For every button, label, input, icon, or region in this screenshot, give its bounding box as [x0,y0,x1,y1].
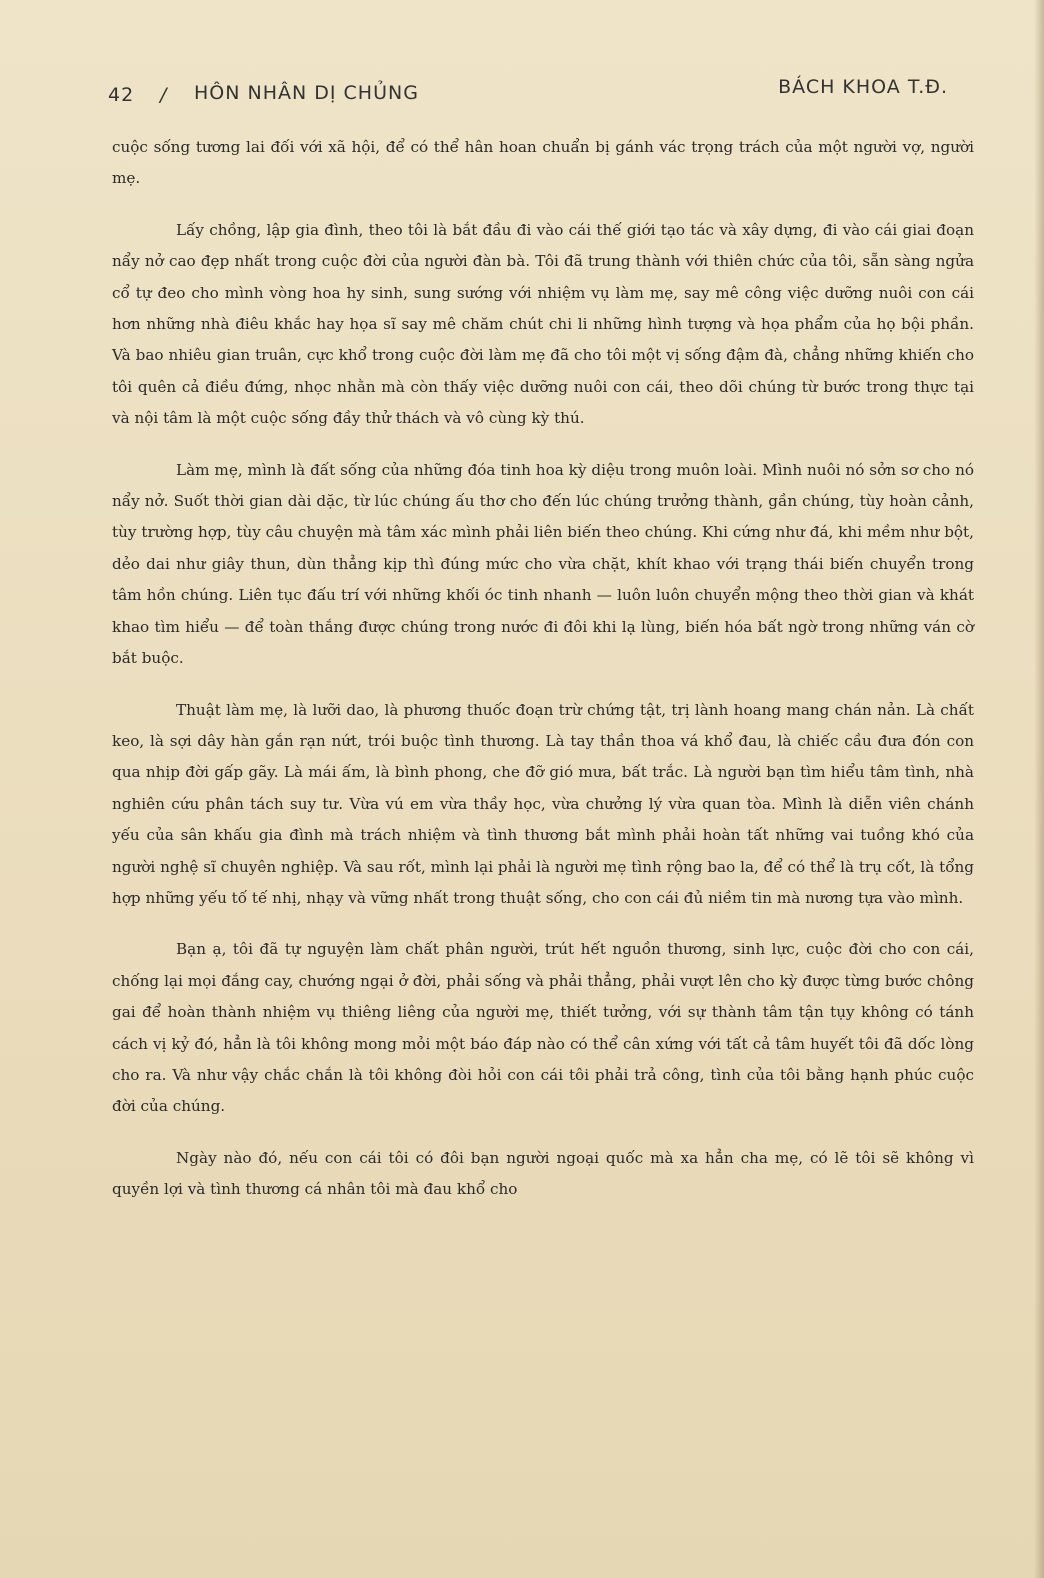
paragraph: Ngày nào đó, nếu con cái tôi có đôi bạn người ngoại quốc mà xa hẳn cha mẹ, có lẽ tôi sẽ không vì quyền lợi và tình thương cá nhân tôi mà đau khổ cho [112,1148,974,1199]
paragraph: Thuật làm mẹ, là lưỡi dao, là phương thuốc đoạn trừ chứng tật, trị lành hoang mang chán nản. Là chất keo, là sợi dây hàn gắn rạn nứt, trói buộc tình thương. Là tay thần thoa vá khổ đau, là chiếc cầu đưa đón con qua nhịp đời gấp gãy. Là mái ấm, là bình phong, che đỡ gió mưa, bất trắc. Là người bạn tìm hiểu tâm tình, nhà nghiên cứu phân tách suy tư. Vừa vú em vừa thầy học, vừa chưởng lý vừa quan tòa. Mình là diễn viên chánh yếu của sân khấu gia đình mà trách nhiệm và tình thương bắt mình phải hoàn tất những vai tuồng khó của người nghệ sĩ chuyên nghiệp. Và sau rốt, mình lại phải là người mẹ tình rộng bao la, để có thể là trụ cốt, là tổng hợp những yếu tố tế nhị, nhạy và vững nhất trong thuật sống, cho con cái đủ niềm tin mà nương tựa vào mình. [112,700,974,907]
section-title: HÔN NHÂN DỊ CHỦNG [194,82,419,104]
paragraph: Lấy chồng, lập gia đình, theo tôi là bắt đầu đi vào cái thế giới tạo tác và xây dựng, đi vào cái giai đoạn nẩy nở cao đẹp nhất trong cuộc đời của người đàn bà. Tôi đã trung thành với thiên chức của tôi, sẵn sàng ngửa cổ tự đeo cho mình vòng hoa hy sinh, sung sướng với nhiệm vụ làm mẹ, say mê công việc dưỡng nuôi con cái hơn những nhà điêu khắc hay họa sĩ say mê chăm chút chi li những hình tượng và họa phẩm của họ bội phần. Và bao nhiêu gian truân, cực khổ trong cuộc đời làm mẹ đã cho tôi một vị sống đậm đà, chẳng những khiến cho tôi quên cả điều đứng, nhọc nhằn mà còn thấy việc dưỡng nuôi con cái, theo dõi chúng từ bước trong thực tại và nội tâm là một cuộc sống đầy thử thách và vô cùng kỳ thú. [112,220,974,428]
running-header [108,76,948,110]
paragraph-continued: cuộc sống tương lai đối với xã hội, để có thể hân hoan chuẩn bị gánh vác trọng trách của một người vợ, người mẹ. [112,138,974,188]
article-body [112,132,974,1206]
paragraph: Làm mẹ, mình là đất sống của những đóa tinh hoa kỳ diệu trong muôn loài. Mình nuôi nó sởn sơ cho nó nẩy nở. Suốt thời gian dài dặc, từ lúc chúng ấu thơ cho đến lúc chúng trưởng thành, gần chúng, tùy hoàn cảnh, tùy trường hợp, tùy câu chuyện mà tâm xác mình phải liên biến theo chúng. Khi cứng như đá, khi mềm như bột, dẻo dai như giây thun, dùn thẳng kịp thì đúng mức cho vừa chặt, khít khao với trạng thái biến chuyển trong tâm hồn chúng. Liên tục đấu trí với những khối óc tinh nhanh — luôn luôn chuyển mộng theo thời gian và khát khao tìm hiểu — để toàn thắng được chúng trong nước đi đôi khi lạ lùng, biến hóa bất ngờ trong những ván cờ bắt buộc. [112,460,974,668]
header-separator: / [160,84,168,106]
publication-name: BÁCH KHOA T.Đ. [778,76,948,98]
paragraph: Bạn ạ, tôi đã tự nguyện làm chất phân người, trút hết nguồn thương, sinh lực, cuộc đời cho con cái, chống lại mọi đắng cay, chướng ngại ở đời, phải sống và phải thẳng, phải vượt lên cho kỳ được từng bước chông gai để hoàn thành nhiệm vụ thiêng liêng của người mẹ, thiết tưởng, với sự thành tâm tận tụy không có tánh cách vị kỷ đó, hẳn là tôi không mong mỏi một báo đáp nào có thể cân xứng với tất cả tâm huyết tôi đã dốc lòng cho ra. Và như vậy chắc chắn là tôi không đòi hỏi con cái tôi phải trả công, tình của tôi bằng hạnh phúc cuộc đời của chúng. [112,940,974,1116]
page-edge-shadow [1034,0,1044,1578]
page-number: 42 [108,84,135,106]
